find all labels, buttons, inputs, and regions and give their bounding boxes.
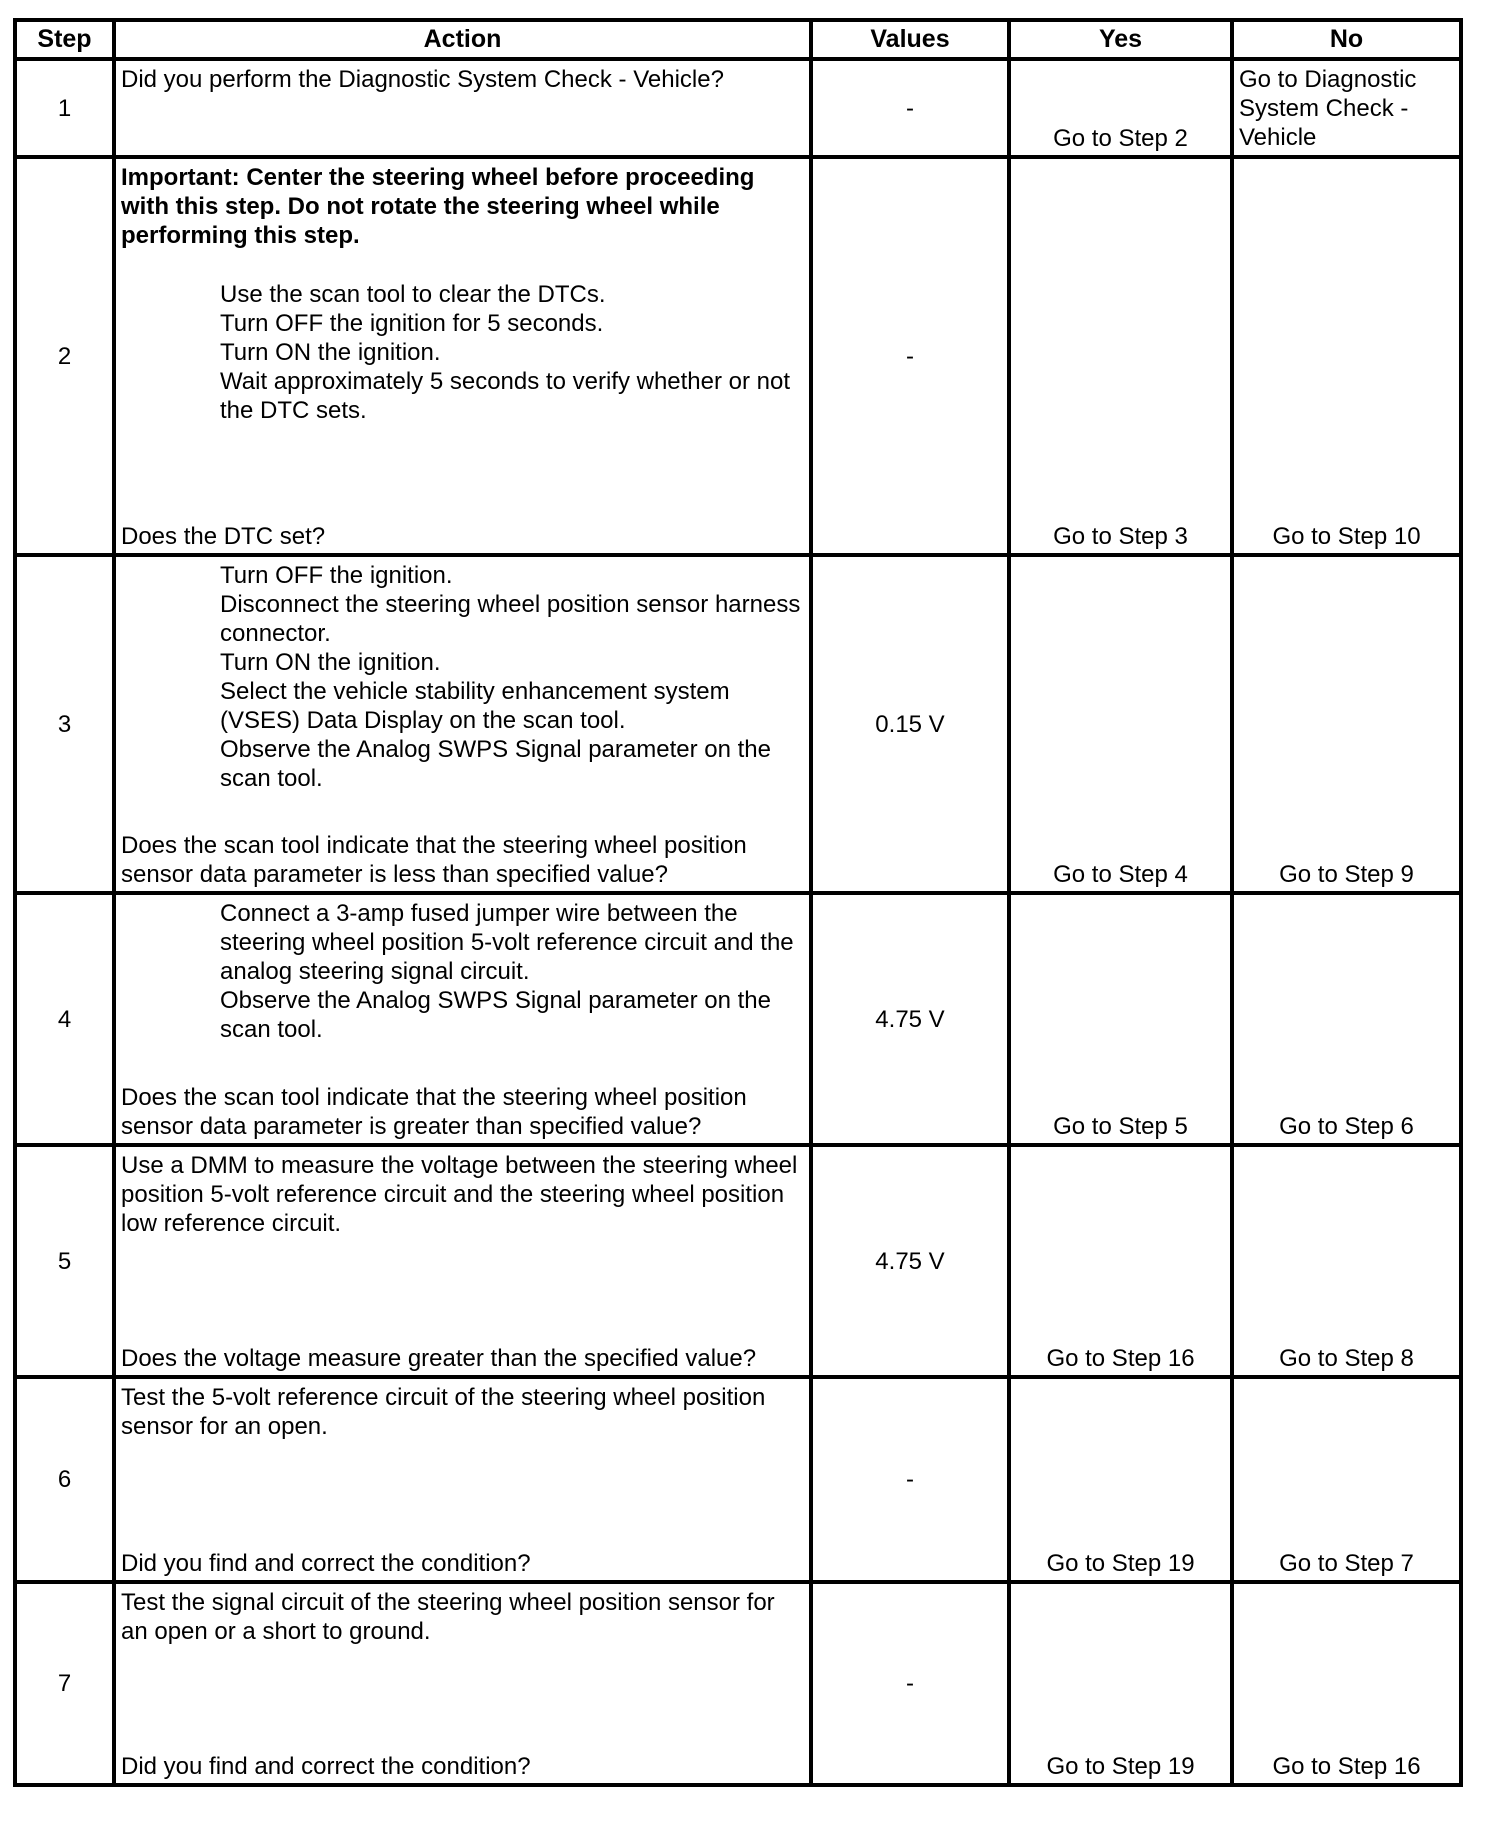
table-row-step-7 (15, 1582, 1461, 1785)
value-cell: 4.75 V (811, 893, 1009, 1145)
action-text: Test the signal circuit of the steering wheel position sensor for an open or a short to ground. (121, 1589, 775, 1645)
list-item: Observe the Analog SWPS Signal parameter on the scan tool. (220, 987, 771, 1043)
step-number: 3 (15, 555, 114, 893)
instruction-list (121, 280, 801, 425)
action-text: Use a DMM to measure the voltage between the steering wheel position 5-volt reference circuit and the steering wheel position low reference circuit. (121, 1152, 798, 1237)
table-row-step-2 (15, 157, 1461, 555)
value-cell: - (811, 1582, 1009, 1785)
step-number: 2 (15, 157, 114, 555)
yes-cell: Go to Step 5 (1009, 893, 1232, 1145)
step-number: 5 (15, 1145, 114, 1377)
instruction-list (121, 899, 801, 1044)
diagnostic-table (13, 18, 1463, 1787)
no-cell: Go to Step 9 (1232, 555, 1461, 893)
important-note: Important: Center the steering wheel before proceeding with this step. Do not rotate the steering wheel while performing this step. (121, 164, 755, 249)
step-number: 1 (15, 59, 114, 157)
question-text: Does the voltage measure greater than the specified value? (121, 1345, 757, 1372)
list-item: Use the scan tool to clear the DTCs. (220, 281, 606, 308)
list-item: Wait approximately 5 seconds to verify whether or not the DTC sets. (220, 368, 791, 424)
yes-cell: Go to Step 16 (1009, 1145, 1232, 1377)
list-item: Turn OFF the ignition for 5 seconds. (220, 310, 604, 337)
no-cell: Go to Step 6 (1232, 893, 1461, 1145)
list-item: Turn ON the ignition. (220, 649, 441, 676)
header-values: Values (811, 20, 1009, 59)
table-row-step-5 (15, 1145, 1461, 1377)
no-cell: Go to Diagnostic System Check - Vehicle (1232, 59, 1461, 157)
action-cell (114, 893, 811, 1145)
question-text: Did you find and correct the condition? (121, 1753, 531, 1780)
value-cell: - (811, 59, 1009, 157)
yes-cell: Go to Step 19 (1009, 1377, 1232, 1582)
value-cell: 4.75 V (811, 1145, 1009, 1377)
table-row-step-1 (15, 59, 1461, 157)
question-text: Does the DTC set? (121, 523, 326, 550)
question-text: Did you find and correct the condition? (121, 1550, 531, 1577)
header-action: Action (114, 20, 811, 59)
step-number: 7 (15, 1582, 114, 1785)
value-cell: 0.15 V (811, 555, 1009, 893)
action-cell (114, 1145, 811, 1377)
no-cell: Go to Step 16 (1232, 1582, 1461, 1785)
list-item: Connect a 3-amp fused jumper wire between the steering wheel position 5-volt reference circuit and the analog steering signal circuit. (220, 900, 794, 985)
value-cell: - (811, 157, 1009, 555)
header-yes: Yes (1009, 20, 1232, 59)
table-row-step-4 (15, 893, 1461, 1145)
list-item: Turn OFF the ignition. (220, 562, 453, 589)
no-cell: Go to Step 10 (1232, 157, 1461, 555)
table-row-step-3 (15, 555, 1461, 893)
step-number: 6 (15, 1377, 114, 1582)
step-number: 4 (15, 893, 114, 1145)
action-cell (114, 1582, 811, 1785)
yes-cell: Go to Step 2 (1009, 59, 1232, 157)
yes-cell: Go to Step 4 (1009, 555, 1232, 893)
action-text: Did you perform the Diagnostic System Check - Vehicle? (121, 66, 724, 93)
list-item: Turn ON the ignition. (220, 339, 441, 366)
value-cell: - (811, 1377, 1009, 1582)
list-item: Disconnect the steering wheel position sensor harness connector. (220, 591, 801, 647)
question-text: Does the scan tool indicate that the steering wheel position sensor data parameter is less than specified value? (121, 832, 747, 888)
action-cell (114, 1377, 811, 1582)
instruction-list (121, 561, 801, 793)
header-no: No (1232, 20, 1461, 59)
list-item: Select the vehicle stability enhancement system (VSES) Data Display on the scan tool. (220, 678, 730, 734)
no-cell: Go to Step 8 (1232, 1145, 1461, 1377)
question-text: Does the scan tool indicate that the steering wheel position sensor data parameter is greater than specified value? (121, 1084, 747, 1140)
yes-cell: Go to Step 3 (1009, 157, 1232, 555)
table-row-step-6 (15, 1377, 1461, 1582)
action-text: Test the 5-volt reference circuit of the steering wheel position sensor for an open. (121, 1384, 766, 1440)
no-cell: Go to Step 7 (1232, 1377, 1461, 1582)
action-cell (114, 59, 811, 157)
list-item: Observe the Analog SWPS Signal parameter on the scan tool. (220, 736, 771, 792)
action-cell (114, 555, 811, 893)
yes-cell: Go to Step 19 (1009, 1582, 1232, 1785)
header-step: Step (15, 20, 114, 59)
header-row (15, 20, 1461, 59)
action-cell (114, 157, 811, 555)
